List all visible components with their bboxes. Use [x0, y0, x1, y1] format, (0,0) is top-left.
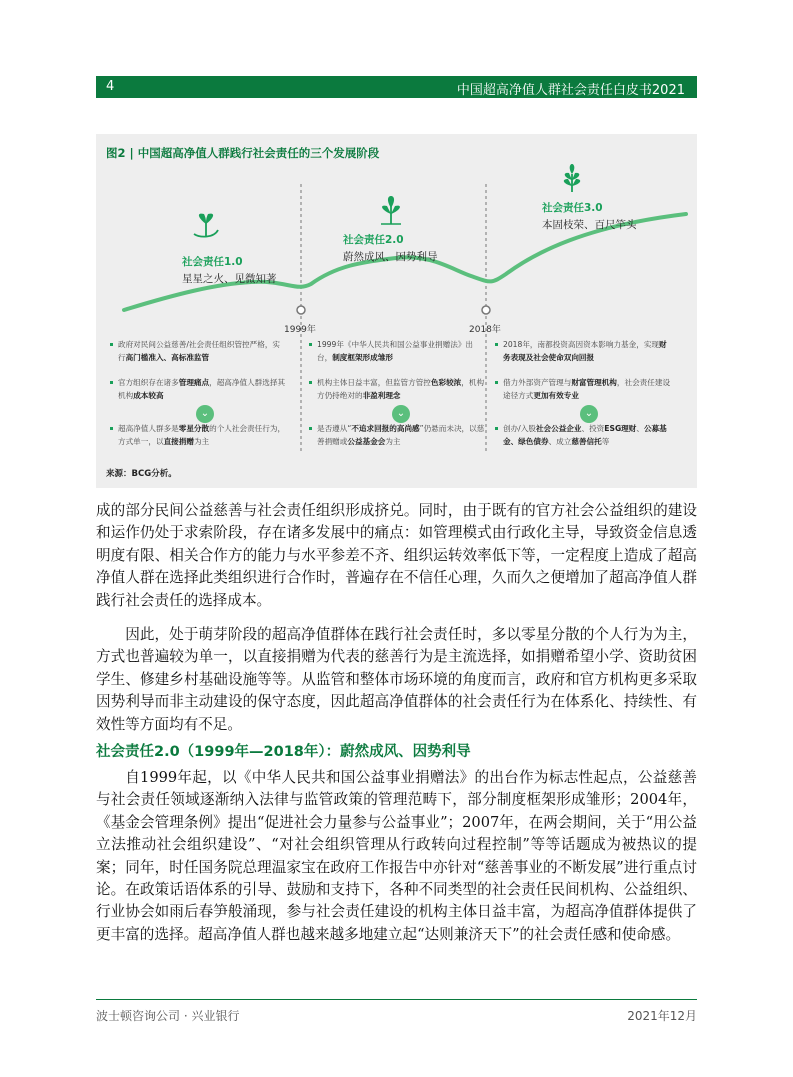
stage-name: 社会责任1.0 [182, 256, 243, 268]
year-marker [297, 306, 305, 314]
paragraph-text: 因此，处于萌芽阶段的超高净值群体在践行社会责任时，多以零星分散的个人行为为主，方式也普遍较为单一，以直接捐赠为代表的慈善行为是主流选择，如捐赠希望小学、资助贫困学生、修建乡村基础设施等等。从监管和整体市场环境的角度而言，政府和官方机构更多采取因势利导而非主动建设的保守态度，因此超高净值群体的社会责任行为在体系化、持续性、有效性等方面均有不足。 [96, 626, 697, 733]
detail-item: 2018年，南都投资高因资本影响力基金，实现财务表现及社会使命双向回报 [495, 338, 671, 364]
plant-icon [564, 164, 580, 192]
stage-1-label [182, 254, 277, 286]
detail-item: 借力外部资产管理与财富管理机构，社会责任建设途径方式更加有效专业 [495, 376, 671, 402]
footer-publisher: 波士顿咨询公司 · 兴业银行 [96, 1009, 240, 1023]
sprout-icon [194, 214, 218, 237]
stage-2-details [309, 338, 485, 460]
detail-item: 超高净值人群多是零星分散的个人社会责任行为，方式单一，以直接捐赠为主 [110, 422, 286, 448]
year-label: 2018年 [469, 325, 501, 335]
stage-name: 社会责任3.0 [542, 202, 603, 214]
stage-name: 社会责任2.0 [343, 234, 404, 246]
body-paragraph [96, 624, 697, 736]
detail-item: 创办/入股社会公益企业、投资ESG理财、公募基金、绿色债券、成立慈善信托等 [495, 422, 671, 448]
body-paragraph [96, 500, 697, 612]
section-heading: 社会责任2.0（1999年—2018年）：蔚然成风、因势利导 [96, 744, 471, 760]
figure-label: 图2 [106, 146, 126, 160]
running-title: 中国超高净值人群社会责任白皮书2021 [456, 83, 685, 98]
footer-date: 2021年12月 [627, 1009, 697, 1023]
detail-item: 1999年《中华人民共和国公益事业捐赠法》出台，制度框架形成雏形 [309, 338, 485, 364]
stage-2-label [343, 232, 438, 264]
chevron-down-icon: ⌄ [580, 405, 598, 423]
stage-3-label [542, 200, 637, 232]
sapling-icon [381, 196, 401, 224]
stage-desc: 星星之火、见微知著 [182, 273, 277, 285]
chevron-down-icon: ⌄ [392, 405, 410, 423]
year-marker [482, 306, 490, 314]
footer-divider [96, 999, 697, 1000]
chevron-down-icon: ⌄ [196, 405, 214, 423]
figure-2 [96, 134, 697, 488]
stage-1-details [110, 338, 286, 460]
detail-item: 官方组织存在诸多管理痛点，超高净值人群选择其机构成本较高 [110, 376, 286, 402]
page-number: 4 [106, 79, 115, 94]
detail-item: 政府对民间公益慈善/社会责任组织管控严格，实行高门槛准入、高标准监管 [110, 338, 286, 364]
detail-item: 是否遵从“不追求回报的高尚感”仍悬而未决，以慈善捐赠或公益基金会为主 [309, 422, 485, 448]
header-bar [96, 76, 697, 98]
stage-3-details [495, 338, 671, 460]
year-label: 1999年 [284, 325, 316, 335]
paragraph-text: 自1999年起，以《中华人民共和国公益事业捐赠法》的出台作为标志性起点，公益慈善与社会责任领域逐渐纳入法律与监管政策的管理范畴下，部分制度框架形成雏形；2004年，《基金会管理条例》提出“促进社会力量参与公益事业”；2007年，在两会期间，关于“用公益立法推动社会组织建设”、“对社会组织管理从行政转向过程控制”等等话题成为被热议的提案；同年，时任国务院总理温家宝在政府工作报告中亦针对“慈善事业的不断发展”进行重点讨论。在政策话语体系的引导、鼓励和支持下，各种不同类型的社会责任民间机构、公益组织、行业协会如雨后春笋般涌现，参与社会责任建设的机构主体日益丰富，为超高净值群体提供了更丰富的选择。超高净值人群也越来越多地建立起“达则兼济天下”的社会责任感和使命感。 [96, 769, 697, 943]
figure-title: 图2 | 中国超高净值人群践行社会责任的三个发展阶段 [106, 146, 380, 160]
figure-caption: 中国超高净值人群践行社会责任的三个发展阶段 [137, 146, 380, 160]
stage-desc: 本固枝荣、百尺竿头 [542, 219, 637, 231]
paragraph-text: 成的部分民间公益慈善与社会责任组织形成挤兑。同时，由于既有的官方社会公益组织的建设和运作仍处于求索阶段，存在诸多发展中的痛点：如管理模式由行政化主导，导致资金信息透明度有限、相关合作方的能力与水平参差不齐、组织运转效率低下等，一定程度上造成了超高净值人群在选择此类组织进行合作时，普遍存在不信任心理，久而久之便增加了超高净值人群践行社会责任的选择成本。 [96, 502, 697, 609]
body-paragraph [96, 767, 697, 946]
detail-item: 机构主体日益丰富，但监管方管控色彩较浓，机构方仍持绝对的非盈利理念 [309, 376, 485, 402]
stage-desc: 蔚然成风、因势利导 [343, 251, 438, 263]
figure-source: 来源：BCG分析。 [106, 469, 177, 479]
